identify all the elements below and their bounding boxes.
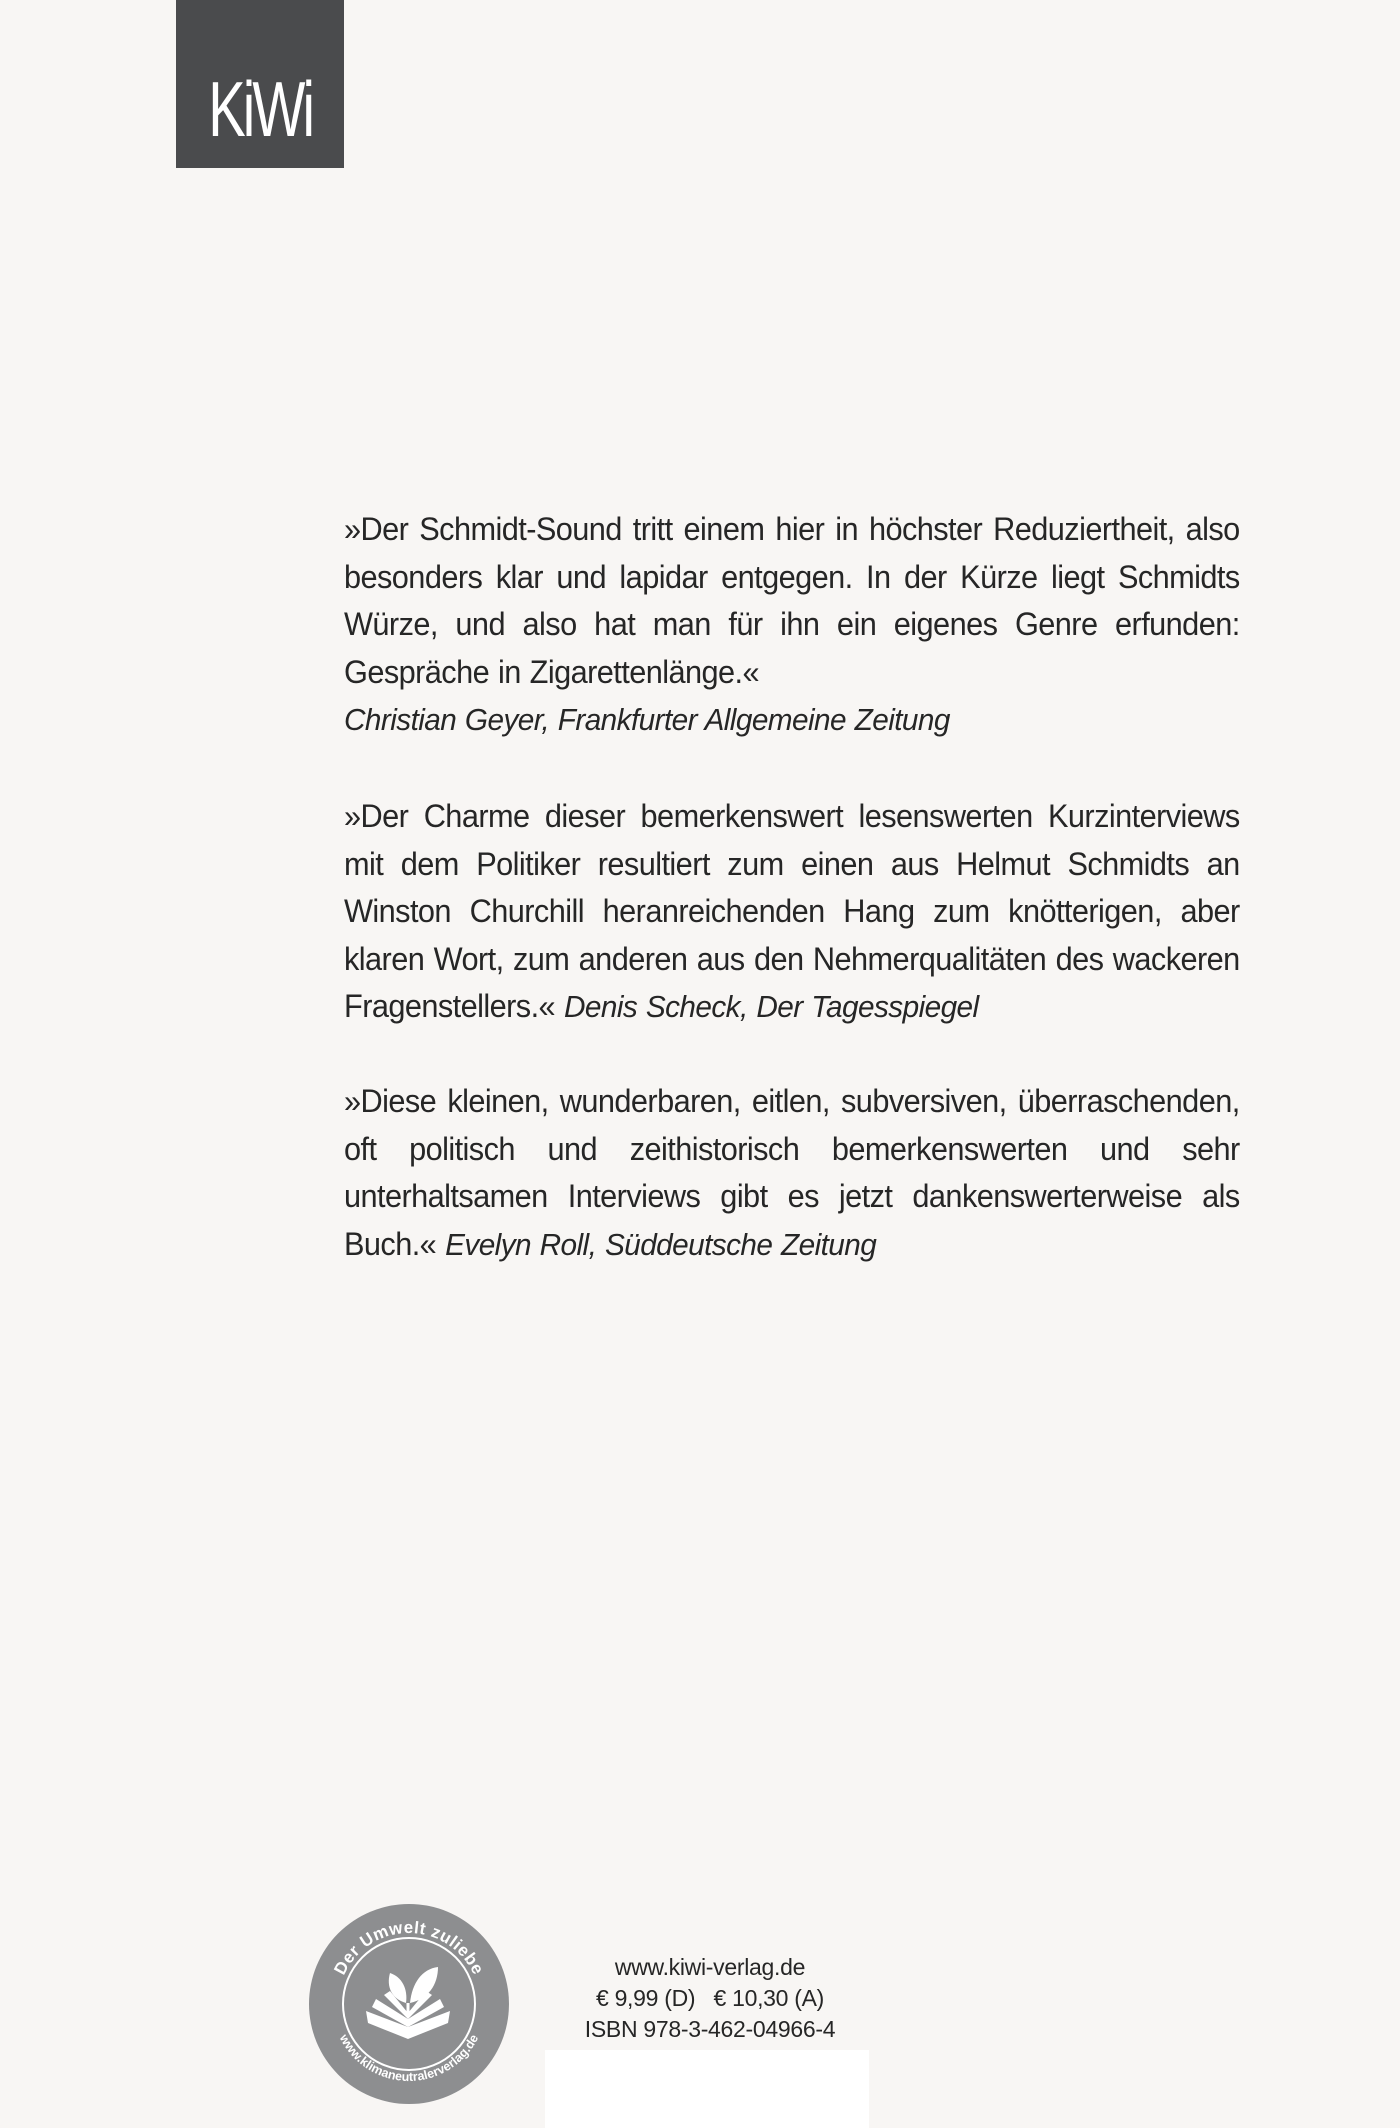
publisher-info bbox=[540, 1952, 880, 2045]
quote-text: »Der Charme dieser bemerkenswert lesenswerten Kurzinterviews mit dem Politiker resultiert zum einen aus Helmut Schmidts an Winston Churchill heranreichenden Hang zum knötterigen, aber klaren Wort, zum anderen aus den Nehmerqualitäten des wackeren Fragenstellers.« bbox=[344, 798, 1240, 1024]
quote-source: Evelyn Roll, Süddeutsche Zeitung bbox=[445, 1226, 877, 1262]
barcode-area bbox=[545, 2050, 869, 2128]
climate-neutral-seal bbox=[308, 1903, 510, 2105]
review-quote-3 bbox=[344, 1078, 1240, 1268]
review-quote-1 bbox=[344, 506, 1240, 744]
quote-text: »Diese kleinen, wunderbaren, eitlen, subversiven, überraschenden, oft politisch und zeithistorisch bemerkenswerten und sehr unterhaltsamen Interviews gibt es jetzt dankenswerterweise als Buch.« bbox=[344, 1083, 1240, 1262]
seal-bottom-text: www.klimaneutralerverlag.de bbox=[336, 2031, 482, 2085]
seal-top-text: Der Umwelt zuliebe bbox=[330, 1917, 488, 1978]
price-line: € 9,99 (D) € 10,30 (A) bbox=[595, 1985, 825, 2011]
publisher-logo bbox=[176, 0, 344, 168]
quote-text: »Der Schmidt-Sound tritt einem hier in höchster Reduziertheit, also besonders klar und lapidar entgegen. In der Kürze liegt Schmidts Würze, und also hat man für ihn ein eigenes Genre erfunden: Gespräche in Zigarettenlänge.« bbox=[344, 511, 1240, 690]
publisher-url[interactable]: www.kiwi-verlag.de bbox=[614, 1954, 806, 1980]
review-quote-2 bbox=[344, 793, 1240, 1031]
quote-source: Denis Scheck, Der Tagesspiegel bbox=[563, 989, 979, 1024]
quote-source: Christian Geyer, Frankfurter Allgemeine Zeitung bbox=[344, 702, 950, 737]
logo-text: KiWi bbox=[208, 65, 312, 153]
leaf-book-icon bbox=[308, 1903, 510, 2105]
isbn-line: ISBN 978-3-462-04966-4 bbox=[584, 2016, 836, 2042]
